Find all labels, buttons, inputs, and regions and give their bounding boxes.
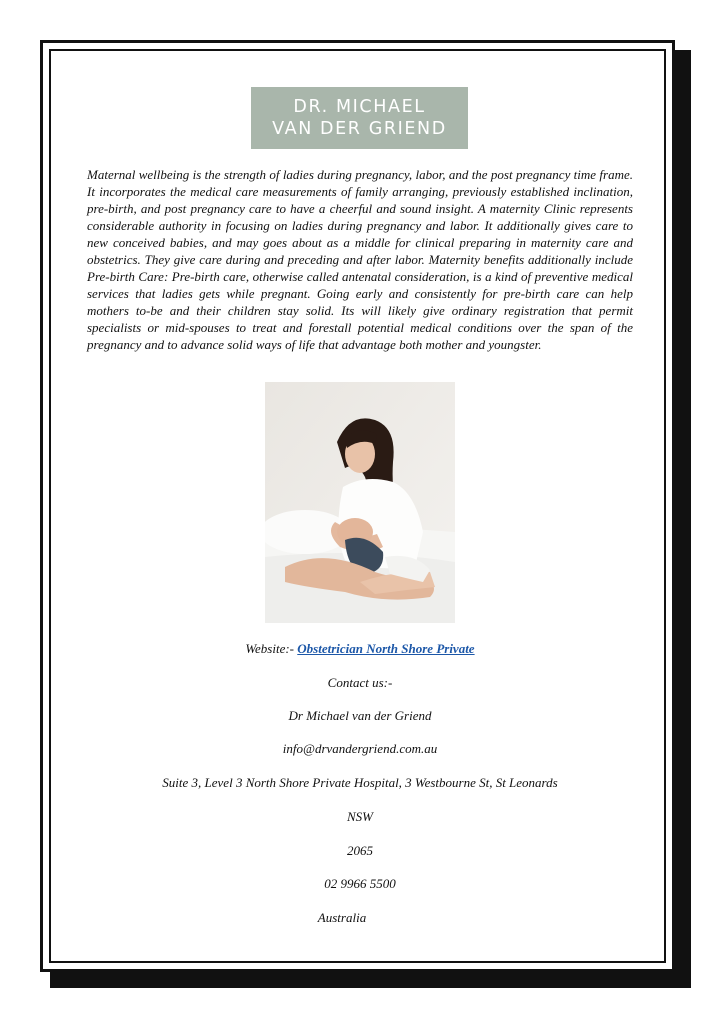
contact-state: NSW [347,809,373,824]
logo-line-1: DR. MICHAEL [293,97,426,117]
contact-heading: Contact us:- [327,675,393,690]
contact-country: Australia [317,910,367,925]
contact-postcode: 2065 [347,843,373,858]
website-label: Website:- [245,641,295,656]
logo-line-2: VAN DER GRIEND [272,119,447,139]
mother-and-baby-photo [265,382,455,623]
clinic-logo [251,87,468,149]
contact-address: Suite 3, Level 3 North Shore Private Hospital, 3 Westbourne St, St Leonards [162,775,558,790]
website-line [60,640,660,657]
contact-email: info@drvandergriend.com.au [282,741,438,756]
article-body: Maternal wellbeing is the strength of ladies during pregnancy, labor, and the post pregnancy time frame. It incorporates the medical care measurements of family arranging, previously established inclination, pre-birth, and post pregnancy care to have a cheerful and sound insight. A maternity Clinic represents considerable authority in focusing on ladies during pregnancy and labor. It additionally gives care to new conceived babies, and may goes about as a middle for clinical preparing in maternity care and obstetrics. They give care during and preceding and after labor. Maternity benefits additionally include Pre-birth Care: Pre-birth care, otherwise called antenatal consideration, is a kind of preventive medical services that ladies gets while pregnant. Going early and consistently for pre-birth care can help mothers to-be and their children stay solid. Its will likely give ordinary registration that permit specialists or mid-spouses to treat and forestall potential medical conditions over the span of the pregnancy and to advance solid ways of life that advantage both mother and youngster. [87,167,633,352]
contact-name: Dr Michael van der Griend [288,708,432,723]
contact-phone: 02 9966 5500 [324,876,396,891]
website-link[interactable]: Obstetrician North Shore Private [297,641,475,656]
